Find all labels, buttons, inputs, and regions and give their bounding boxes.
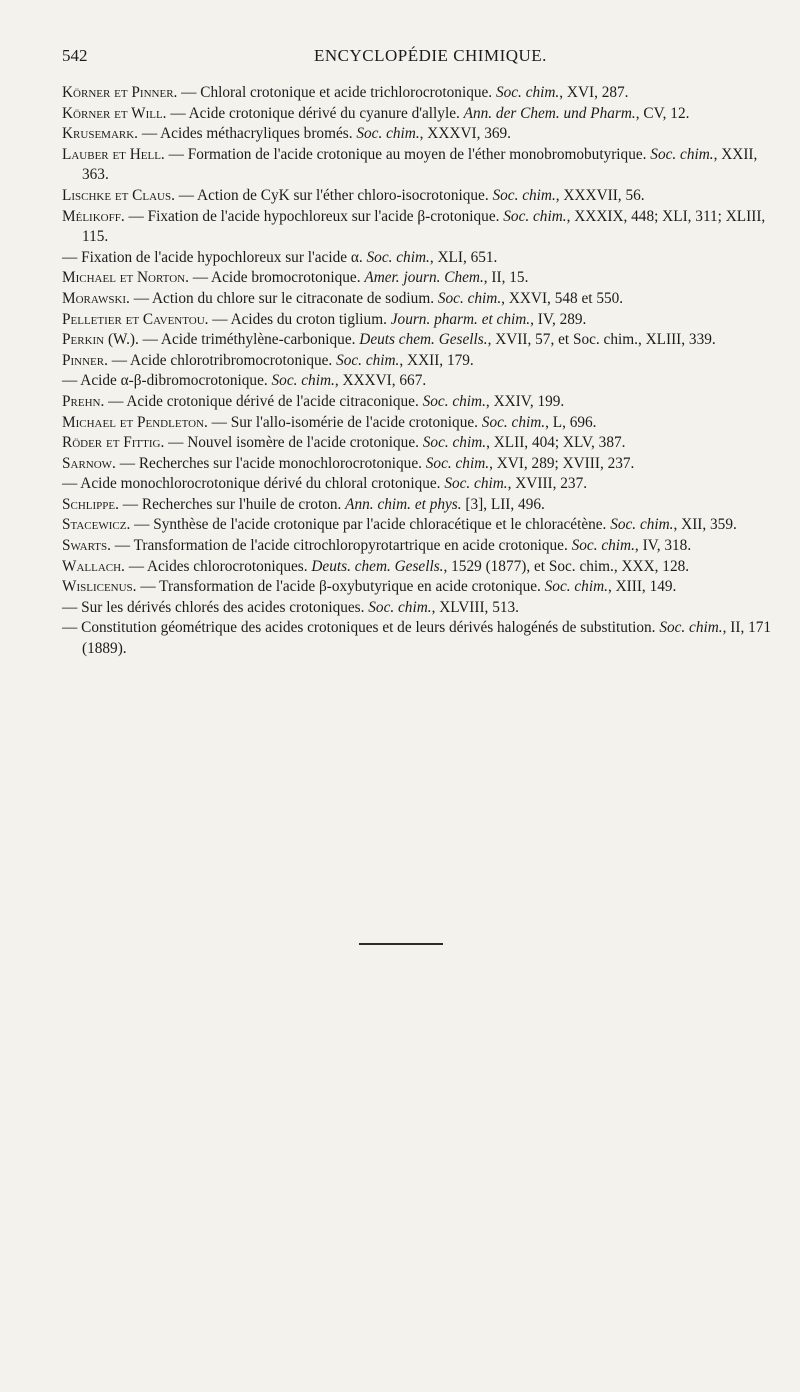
reference-title: — Acides du croton tiglium. xyxy=(208,310,391,328)
reference-title: — Transformation de l'acide citrochloropyrotartrique en acide crotonique. xyxy=(110,537,572,555)
reference-authors: Körner et Pinner. xyxy=(62,84,178,101)
reference-journal: Soc. chim. xyxy=(437,289,502,307)
reference-citation: , XLII, 404; XLV, 387. xyxy=(486,434,626,452)
reference-citation: , II, 15. xyxy=(483,269,529,287)
reference-authors: Stacewicz. xyxy=(62,516,131,534)
reference-entry xyxy=(62,598,784,619)
reference-authors: Lauber et Hell. xyxy=(62,145,165,163)
reference-title: — Acide bromocrotonique. xyxy=(188,269,365,287)
reference-citation: , XXII, 363. xyxy=(82,145,758,184)
reference-journal: Soc. chim. xyxy=(650,145,714,163)
reference-citation: [3], LII, 496. xyxy=(461,495,545,513)
reference-entry xyxy=(62,495,784,516)
reference-title: — Acide crotonique dérivé du cyanure d'allyle. xyxy=(166,104,464,122)
reference-journal: Soc. chim. xyxy=(492,186,556,204)
reference-journal: Soc. chim. xyxy=(544,578,608,596)
reference-journal: Ann. chim. et phys. xyxy=(345,495,462,513)
reference-title: — Acide monochlorocrotonique dérivé du chloral crotonique. xyxy=(62,475,445,493)
reference-journal: Soc. chim. xyxy=(610,516,674,534)
reference-title: — Constitution géométrique des acides crotoniques et de leurs dérivés halogénés de substitution. xyxy=(62,619,660,637)
reference-journal: Deuts chem. Gesells. xyxy=(359,331,488,349)
reference-citation: , XXXVI, 667. xyxy=(334,372,427,390)
reference-citation: , XXVI, 548 et 550. xyxy=(501,289,624,307)
reference-entry xyxy=(62,104,784,125)
reference-authors: Körner et Will. xyxy=(62,104,167,122)
reference-citation: , XVI, 287. xyxy=(559,84,629,101)
reference-citation: , XXII, 179. xyxy=(399,351,474,369)
reference-title: — Acides chlorocrotoniques. xyxy=(124,557,312,575)
reference-journal: Soc. chim. xyxy=(495,84,560,101)
reference-authors: Mélikoff. xyxy=(62,207,125,225)
reference-authors: Schlippe. xyxy=(62,495,119,513)
reference-entry xyxy=(62,371,784,392)
reference-entry xyxy=(62,330,784,351)
reference-journal: Soc. chim. xyxy=(368,598,432,616)
reference-authors: Prehn. xyxy=(62,392,105,410)
reference-authors: Morawski. xyxy=(62,289,130,307)
reference-title: — Fixation de l'acide hypochloreux sur l'acide β-crotonique. xyxy=(124,207,504,225)
reference-entry xyxy=(62,515,784,536)
reference-citation: , XXXVII, 56. xyxy=(555,186,645,204)
reference-citation: , XXXIX, 448; XLI, 311; XLIII, 115. xyxy=(82,207,766,246)
reference-title: — Action du chlore sur le citraconate de sodium. xyxy=(129,289,438,307)
section-divider xyxy=(359,943,443,945)
reference-citation: , CV, 12. xyxy=(635,104,690,122)
reference-citation: , XXIV, 199. xyxy=(485,392,565,410)
reference-authors: Wallach. xyxy=(62,557,125,575)
reference-journal: Soc. chim. xyxy=(425,454,490,472)
reference-entry xyxy=(62,83,784,104)
reference-entry xyxy=(62,248,784,269)
page-number: 542 xyxy=(62,46,88,65)
reference-entry xyxy=(62,145,784,186)
reference-title: — Acide α-β-dibromocrotonique. xyxy=(62,372,272,390)
reference-journal: Ann. der Chem. und Pharm. xyxy=(463,104,636,122)
reference-title: — Acide triméthylène-carbonique. xyxy=(138,331,360,349)
reference-title: — Acide crotonique dérivé de l'acide citraconique. xyxy=(104,392,423,410)
reference-citation: , L, 696. xyxy=(545,413,597,431)
reference-journal: Soc. chim. xyxy=(481,413,546,431)
reference-entry xyxy=(62,310,784,331)
reference-journal: Deuts. chem. Gesells. xyxy=(311,557,444,575)
reference-entry xyxy=(62,207,784,248)
reference-authors: Swarts. xyxy=(62,537,111,555)
reference-title: — Action de CyK sur l'éther chloro-isocrotonique. xyxy=(174,186,493,204)
reference-journal: Soc. chim. xyxy=(444,475,508,493)
reference-title: — Recherches sur l'acide monochlorocrotonique. xyxy=(115,454,426,472)
reference-authors: Krusemark. xyxy=(62,125,138,143)
reference-entry xyxy=(62,413,784,434)
reference-journal: Soc. chim. xyxy=(422,434,487,452)
reference-journal: Soc. chim. xyxy=(571,537,635,555)
reference-authors: Michael et Pendleton. xyxy=(62,413,208,431)
reference-citation: , XVII, 57, et Soc. chim., XLIII, 339. xyxy=(487,331,716,349)
reference-title: — Chloral crotonique et acide trichlorocrotonique. xyxy=(177,84,496,101)
reference-title: — Fixation de l'acide hypochloreux sur l'acide α. xyxy=(62,248,367,266)
reference-entry xyxy=(62,618,784,659)
reference-entry xyxy=(62,351,784,372)
reference-journal: Soc. chim. xyxy=(271,372,335,390)
reference-authors: Röder et Fittig. xyxy=(62,434,165,452)
reference-entry xyxy=(62,289,784,310)
reference-title: — Formation de l'acide crotonique au moyen de l'éther monobromobutyrique. xyxy=(164,145,651,163)
reference-authors: Michael et Norton. xyxy=(62,269,189,287)
reference-authors: Perkin (W.). xyxy=(62,331,139,349)
reference-title: — Synthèse de l'acide crotonique par l'acide chloracétique et le chloracétène. xyxy=(130,516,611,534)
reference-entry xyxy=(62,186,784,207)
reference-title: — Recherches sur l'huile de croton. xyxy=(118,495,346,513)
reference-title: — Acide chlorotribromocrotonique. xyxy=(107,351,337,369)
reference-journal: Soc. chim. xyxy=(659,619,723,637)
reference-citation: , IV, 289. xyxy=(530,310,587,328)
reference-entry xyxy=(62,433,784,454)
reference-journal: Soc. chim. xyxy=(336,351,400,369)
reference-journal: Soc. chim. xyxy=(422,392,486,410)
reference-title: — Sur l'allo-isomérie de l'acide crotonique. xyxy=(207,413,482,431)
bibliography-list xyxy=(62,83,784,660)
reference-entry xyxy=(62,392,784,413)
reference-entry xyxy=(62,124,784,145)
reference-journal: Soc. chim. xyxy=(356,125,420,143)
reference-entry xyxy=(62,454,784,475)
reference-authors: Lischke et Claus. xyxy=(62,186,175,204)
reference-title: — Sur les dérivés chlorés des acides crotoniques. xyxy=(62,598,369,616)
reference-entry xyxy=(62,474,784,495)
reference-citation: , 1529 (1877), et Soc. chim., XXX, 128. xyxy=(443,557,690,575)
reference-authors: Pinner. xyxy=(62,351,108,369)
reference-citation: , XIII, 149. xyxy=(607,578,677,596)
reference-citation: , XII, 359. xyxy=(673,516,737,534)
reference-authors: Pelletier et Caventou. xyxy=(62,310,209,328)
running-head: ENCYCLOPÉDIE CHIMIQUE. xyxy=(314,46,547,65)
reference-citation: , XXXVI, 369. xyxy=(419,125,512,143)
reference-journal: Soc. chim. xyxy=(366,248,430,266)
reference-entry xyxy=(62,557,784,578)
reference-citation: , IV, 318. xyxy=(634,537,692,555)
reference-journal: Journ. pharm. et chim. xyxy=(390,310,531,328)
reference-citation: , XLI, 651. xyxy=(429,248,498,266)
reference-entry xyxy=(62,536,784,557)
reference-citation: , XVI, 289; XVIII, 237. xyxy=(489,454,635,472)
reference-citation: , XLVIII, 513. xyxy=(431,598,519,616)
reference-entry xyxy=(62,577,784,598)
reference-title: — Nouvel isomère de l'acide crotonique. xyxy=(164,434,423,452)
page-header xyxy=(62,46,770,72)
reference-journal: Soc. chim. xyxy=(503,207,567,225)
reference-citation: , II, 171 (1889). xyxy=(82,619,772,658)
reference-authors: Wislicenus. xyxy=(62,578,137,596)
reference-citation: , XVIII, 237. xyxy=(507,475,588,493)
reference-authors: Sarnow. xyxy=(62,454,116,472)
reference-journal: Amer. journ. Chem. xyxy=(364,269,484,287)
reference-title: — Transformation de l'acide β-oxybutyrique en acide crotonique. xyxy=(136,578,545,596)
reference-entry xyxy=(62,268,784,289)
reference-title: — Acides méthacryliques bromés. xyxy=(138,125,357,143)
